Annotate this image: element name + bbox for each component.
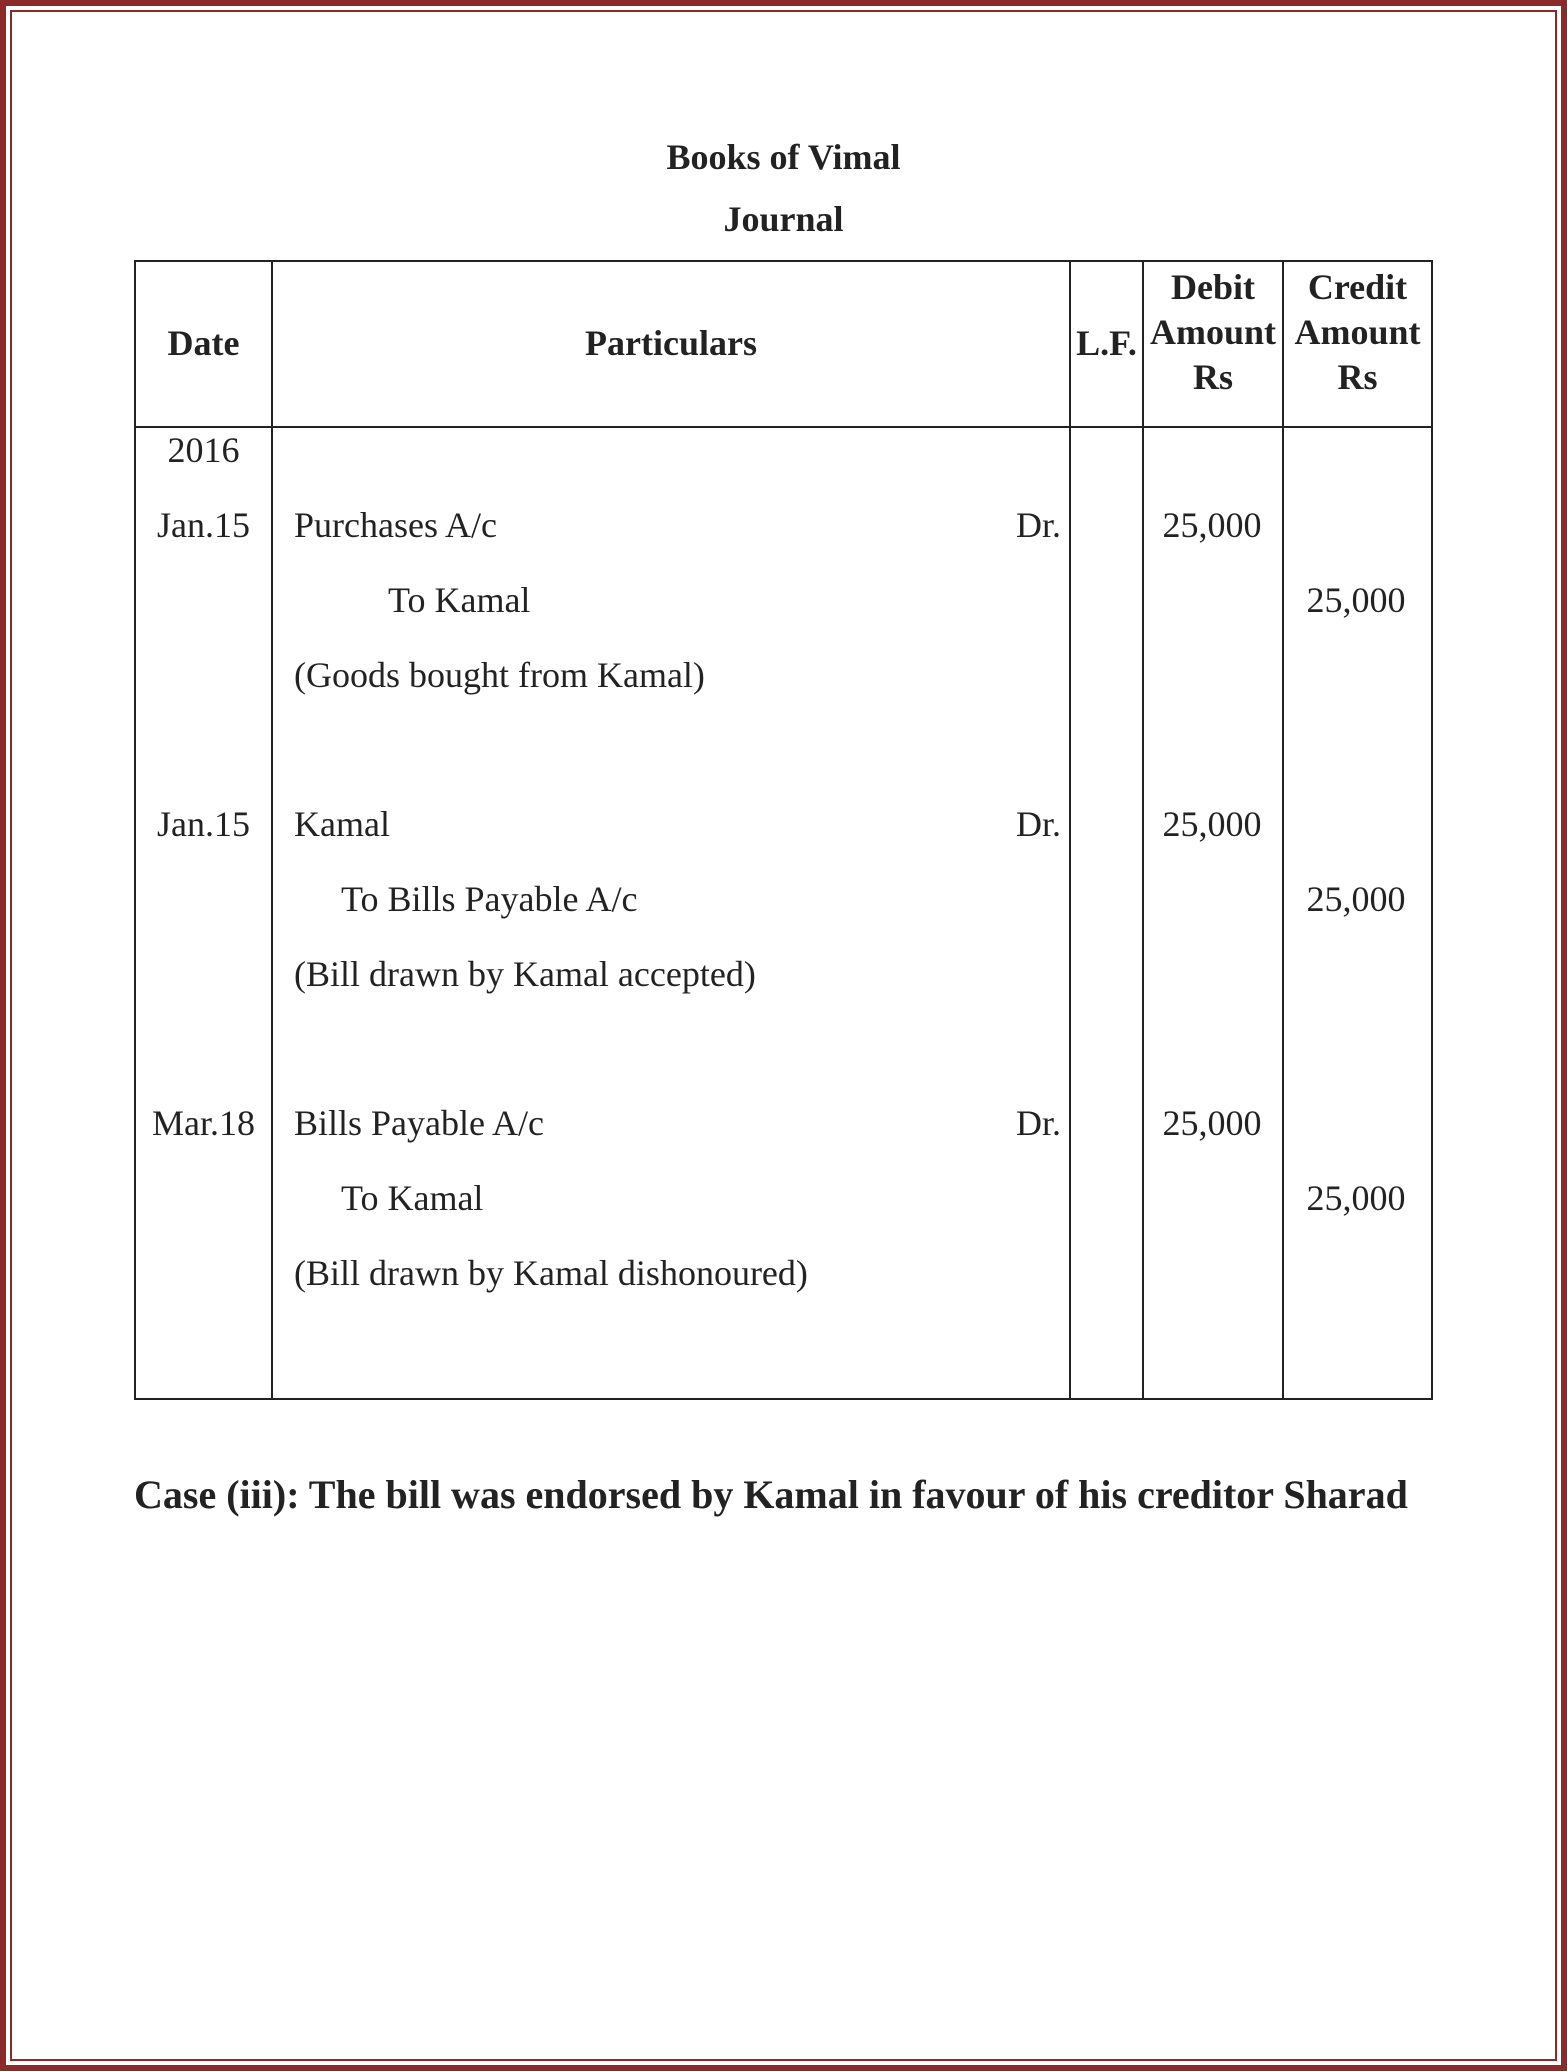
entry-date: Jan.15 bbox=[157, 505, 250, 545]
entry-narration: (Goods bought from Kamal) bbox=[294, 655, 705, 695]
header-date: Date bbox=[167, 323, 240, 363]
table-right-border bbox=[1431, 260, 1433, 1400]
entry-debit-account: Kamal bbox=[294, 804, 390, 844]
entry-dr-label: Dr. bbox=[1016, 1103, 1061, 1143]
entry-credit-account: To Kamal bbox=[388, 580, 531, 620]
debit-column-divider bbox=[1282, 260, 1284, 1400]
header-lf: L.F. bbox=[1076, 323, 1137, 363]
entry-dr-label: Dr. bbox=[1016, 505, 1061, 545]
entry-debit-amount: 25,000 bbox=[1162, 1103, 1262, 1143]
header-debit-line2: Amount bbox=[1149, 312, 1277, 352]
entry-credit-account: To Kamal bbox=[341, 1178, 484, 1218]
entry-date: Mar.18 bbox=[152, 1103, 255, 1143]
particulars-column-divider bbox=[1069, 260, 1071, 1400]
header-debit-line3: Rs bbox=[1192, 357, 1233, 397]
entry-debit-account: Bills Payable A/c bbox=[294, 1103, 544, 1143]
entry-credit-account: To Bills Payable A/c bbox=[341, 879, 638, 919]
entry-debit-account: Purchases A/c bbox=[294, 505, 497, 545]
journal-heading: Journal bbox=[723, 199, 844, 239]
date-column-divider bbox=[271, 260, 273, 1400]
entry-narration: (Bill drawn by Kamal accepted) bbox=[294, 954, 756, 994]
entry-debit-amount: 25,000 bbox=[1162, 804, 1262, 844]
entry-credit-amount: 25,000 bbox=[1306, 1178, 1406, 1218]
entry-credit-amount: 25,000 bbox=[1306, 580, 1406, 620]
header-credit-line1: Credit bbox=[1307, 267, 1408, 307]
case-iii-heading: Case (iii): The bill was endorsed by Kamal in favour of his creditor Sharad bbox=[134, 1472, 1408, 1517]
header-credit-line2: Amount bbox=[1294, 312, 1421, 352]
header-credit-line3: Rs bbox=[1337, 357, 1378, 397]
table-bottom-border bbox=[134, 1398, 1433, 1400]
entry-debit-amount: 25,000 bbox=[1162, 505, 1262, 545]
header-debit-line1: Debit bbox=[1171, 267, 1255, 307]
table-top-border bbox=[134, 260, 1433, 262]
header-particulars: Particulars bbox=[585, 323, 757, 363]
entry-narration: (Bill drawn by Kamal dishonoured) bbox=[294, 1253, 808, 1293]
entry-credit-amount: 25,000 bbox=[1306, 879, 1406, 919]
page-title: Books of Vimal bbox=[666, 137, 901, 177]
journal-table bbox=[134, 260, 1433, 1400]
header-divider bbox=[134, 426, 1433, 428]
entry-date: Jan.15 bbox=[157, 804, 250, 844]
entry-dr-label: Dr. bbox=[1016, 804, 1061, 844]
year-label: 2016 bbox=[167, 430, 240, 470]
